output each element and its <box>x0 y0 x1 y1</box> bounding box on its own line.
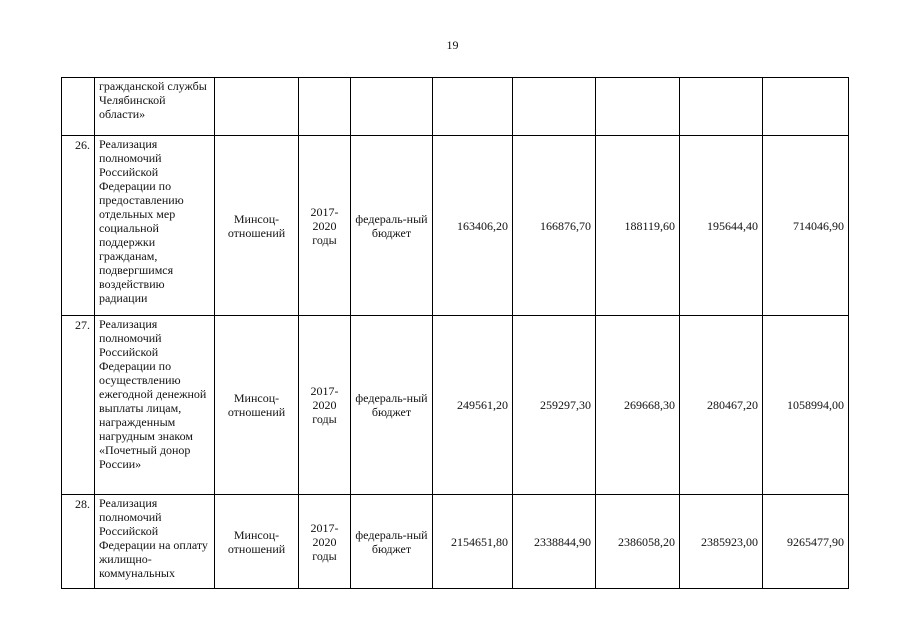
value-2019 <box>596 78 680 136</box>
event-name: Реализация полномочий Российской Федерации по осуществлению ежегодной денежной выплаты лицам, награжденным нагрудным знаком «Почетный донор России» <box>95 316 215 495</box>
funding-source: федераль-ный бюджет <box>351 316 433 495</box>
table-row <box>62 136 849 316</box>
period: 2017-2020 годы <box>299 495 351 589</box>
table-row <box>62 316 849 495</box>
value-2018: 166876,70 <box>513 136 596 316</box>
value-total: 9265477,90 <box>763 495 849 589</box>
value-total: 714046,90 <box>763 136 849 316</box>
period: 2017-2020 годы <box>299 316 351 495</box>
value-2017: 2154651,80 <box>433 495 513 589</box>
funding-source: федераль-ный бюджет <box>351 136 433 316</box>
value-2018: 259297,30 <box>513 316 596 495</box>
responsible-org: Минсоц-отношений <box>215 316 299 495</box>
responsible-org: Минсоц-отношений <box>215 495 299 589</box>
value-2020: 280467,20 <box>680 316 763 495</box>
value-2017 <box>433 78 513 136</box>
funding-source <box>351 78 433 136</box>
row-number: 28. <box>62 495 95 589</box>
value-2019: 2386058,20 <box>596 495 680 589</box>
value-2020: 195644,40 <box>680 136 763 316</box>
budget-table <box>61 77 849 589</box>
event-name: Реализация полномочий Российской Федерации на оплату жилищно-коммунальных <box>95 495 215 589</box>
value-2020 <box>680 78 763 136</box>
value-2018: 2338844,90 <box>513 495 596 589</box>
responsible-org: Минсоц-отношений <box>215 136 299 316</box>
value-2020: 2385923,00 <box>680 495 763 589</box>
value-2017: 249561,20 <box>433 316 513 495</box>
value-2019: 188119,60 <box>596 136 680 316</box>
value-total: 1058994,00 <box>763 316 849 495</box>
event-name: гражданской службы Челябинской области» <box>95 78 215 136</box>
responsible-org <box>215 78 299 136</box>
row-number: 27. <box>62 316 95 495</box>
row-number <box>62 78 95 136</box>
page-number: 19 <box>446 38 459 52</box>
period <box>299 78 351 136</box>
event-name: Реализация полномочий Российской Федерации по предоставлению отдельных мер социальной поддержки гражданам, подвергшимся воздействию радиации <box>95 136 215 316</box>
row-number: 26. <box>62 136 95 316</box>
period: 2017-2020 годы <box>299 136 351 316</box>
funding-source: федераль-ный бюджет <box>351 495 433 589</box>
table-row <box>62 495 849 589</box>
value-2018 <box>513 78 596 136</box>
value-total <box>763 78 849 136</box>
value-2017: 163406,20 <box>433 136 513 316</box>
value-2019: 269668,30 <box>596 316 680 495</box>
table-row <box>62 78 849 136</box>
